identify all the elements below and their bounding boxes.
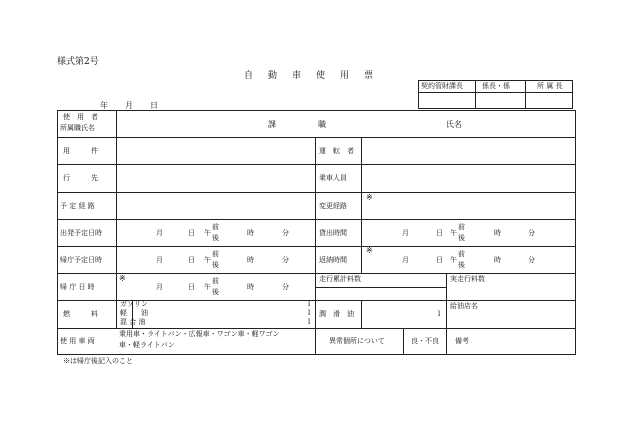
abnormal-label: 異常個所について <box>329 337 385 345</box>
return-time-mark: ※ <box>366 246 373 255</box>
return-plan-am[interactable]: 前 <box>212 250 219 258</box>
user-label-line1: 使 用 者 <box>63 113 98 121</box>
date-day: 日 <box>150 101 158 110</box>
return-actual-pm[interactable]: 後 <box>212 288 219 296</box>
form-title: 自 動 車 使 用 票 <box>244 71 377 81</box>
departure-month: 月 <box>156 229 163 237</box>
vehicle-types-line1[interactable]: 乗用車・ライトバン・広報車・ワゴン車・軽ワゴン <box>119 330 280 338</box>
approval-header-manager: 契約管財課長 <box>421 82 463 90</box>
user-section-label: 課 <box>268 120 276 129</box>
vehicle-types-line2[interactable]: 車・軽ライトバン <box>119 341 175 349</box>
return-plan-hour: 時 <box>247 256 254 264</box>
return-plan-minute: 分 <box>282 256 289 264</box>
date-month: 月 <box>125 101 133 110</box>
passengers-label: 乗車人員 <box>319 174 347 182</box>
approval-header-chief: 係長・係 <box>482 82 510 90</box>
return-actual-label: 帰 庁 日 時 <box>60 283 95 291</box>
route-field[interactable] <box>117 193 314 219</box>
return-actual-am[interactable]: 前 <box>212 277 219 285</box>
lending-pm[interactable]: 後 <box>458 234 465 242</box>
actual-distance-label: 実走行料数 <box>450 275 485 283</box>
odometer-label: 走行累計料数 <box>319 275 361 283</box>
return-plan-day: 日 <box>188 256 195 264</box>
remarks-label: 備考 <box>455 337 469 345</box>
passengers-field[interactable] <box>362 165 575 192</box>
return-actual-mark: ※ <box>119 274 126 283</box>
return-actual-minute: 分 <box>282 283 289 291</box>
return-actual-day: 日 <box>188 283 195 291</box>
lubricant-unit: l <box>438 310 441 318</box>
departure-pm[interactable]: 後 <box>212 234 219 242</box>
departure-day: 日 <box>188 229 195 237</box>
return-time-label: 返納時間 <box>319 256 347 264</box>
destination-label: 行 先 <box>63 174 98 182</box>
lending-month: 月 <box>402 229 409 237</box>
lending-time-label: 貸出時間 <box>319 229 347 237</box>
changed-route-field[interactable] <box>362 193 575 219</box>
route-label: 予 定 経 路 <box>60 202 95 210</box>
driver-field[interactable] <box>362 138 575 164</box>
lending-day: 日 <box>436 229 443 237</box>
changed-route-mark: ※ <box>366 193 373 202</box>
return-actual-hour: 時 <box>247 283 254 291</box>
fuel-unit-mixed: l <box>308 318 311 326</box>
user-label-line2: 所属職氏名 <box>60 124 95 132</box>
footnote: ※は帰庁後記入のこと <box>63 357 133 365</box>
return-actual-ampm-prefix: 午 <box>204 283 211 291</box>
departure-minute: 分 <box>282 229 289 237</box>
date-year: 年 <box>100 101 108 110</box>
destination-field[interactable] <box>117 165 314 192</box>
user-post-label: 職 <box>318 120 326 129</box>
user-name-label: 氏名 <box>446 120 462 129</box>
purpose-field[interactable] <box>117 138 314 164</box>
fuel-type-mixed: 混 合 油 <box>120 318 146 326</box>
lending-hour: 時 <box>494 229 501 237</box>
lubricant-label: 潤 滑 油 <box>319 310 354 318</box>
departure-label: 出発予定日時 <box>60 229 102 237</box>
fuel-type-diesel: 軽 油 <box>120 309 148 317</box>
return-time-minute: 分 <box>528 256 535 264</box>
good-bad-label[interactable]: 良・不良 <box>411 337 439 345</box>
vehicle-label: 使 用 車 両 <box>60 337 95 345</box>
form-number: 様式第2号 <box>57 57 99 67</box>
lending-am[interactable]: 前 <box>458 223 465 231</box>
return-plan-label: 帰庁予定日時 <box>60 256 102 264</box>
lending-minute: 分 <box>528 229 535 237</box>
return-plan-pm[interactable]: 後 <box>212 261 219 269</box>
return-time-day: 日 <box>436 256 443 264</box>
return-time-month: 月 <box>402 256 409 264</box>
departure-am[interactable]: 前 <box>212 223 219 231</box>
return-plan-month: 月 <box>156 256 163 264</box>
departure-ampm-prefix: 午 <box>204 229 211 237</box>
purpose-label: 用 件 <box>63 147 98 155</box>
driver-label: 運 転 者 <box>319 147 354 155</box>
fuel-type-gasoline: ガソリン <box>120 300 148 308</box>
return-actual-month: 月 <box>156 283 163 291</box>
return-time-am[interactable]: 前 <box>458 250 465 258</box>
fuel-station-label: 給油店名 <box>450 302 478 310</box>
return-time-ampm-prefix: 午 <box>450 256 457 264</box>
departure-hour: 時 <box>247 229 254 237</box>
lending-ampm-prefix: 午 <box>450 229 457 237</box>
return-plan-ampm-prefix: 午 <box>204 256 211 264</box>
return-time-pm[interactable]: 後 <box>458 261 465 269</box>
fuel-unit-diesel: l <box>308 309 311 317</box>
changed-route-label: 変更経路 <box>319 202 347 210</box>
return-time-hour: 時 <box>494 256 501 264</box>
approval-header-head: 所 属 長 <box>537 82 563 90</box>
user-field[interactable] <box>117 111 575 137</box>
fuel-unit-gasoline: l <box>308 300 311 308</box>
fuel-label: 燃 料 <box>63 310 98 318</box>
